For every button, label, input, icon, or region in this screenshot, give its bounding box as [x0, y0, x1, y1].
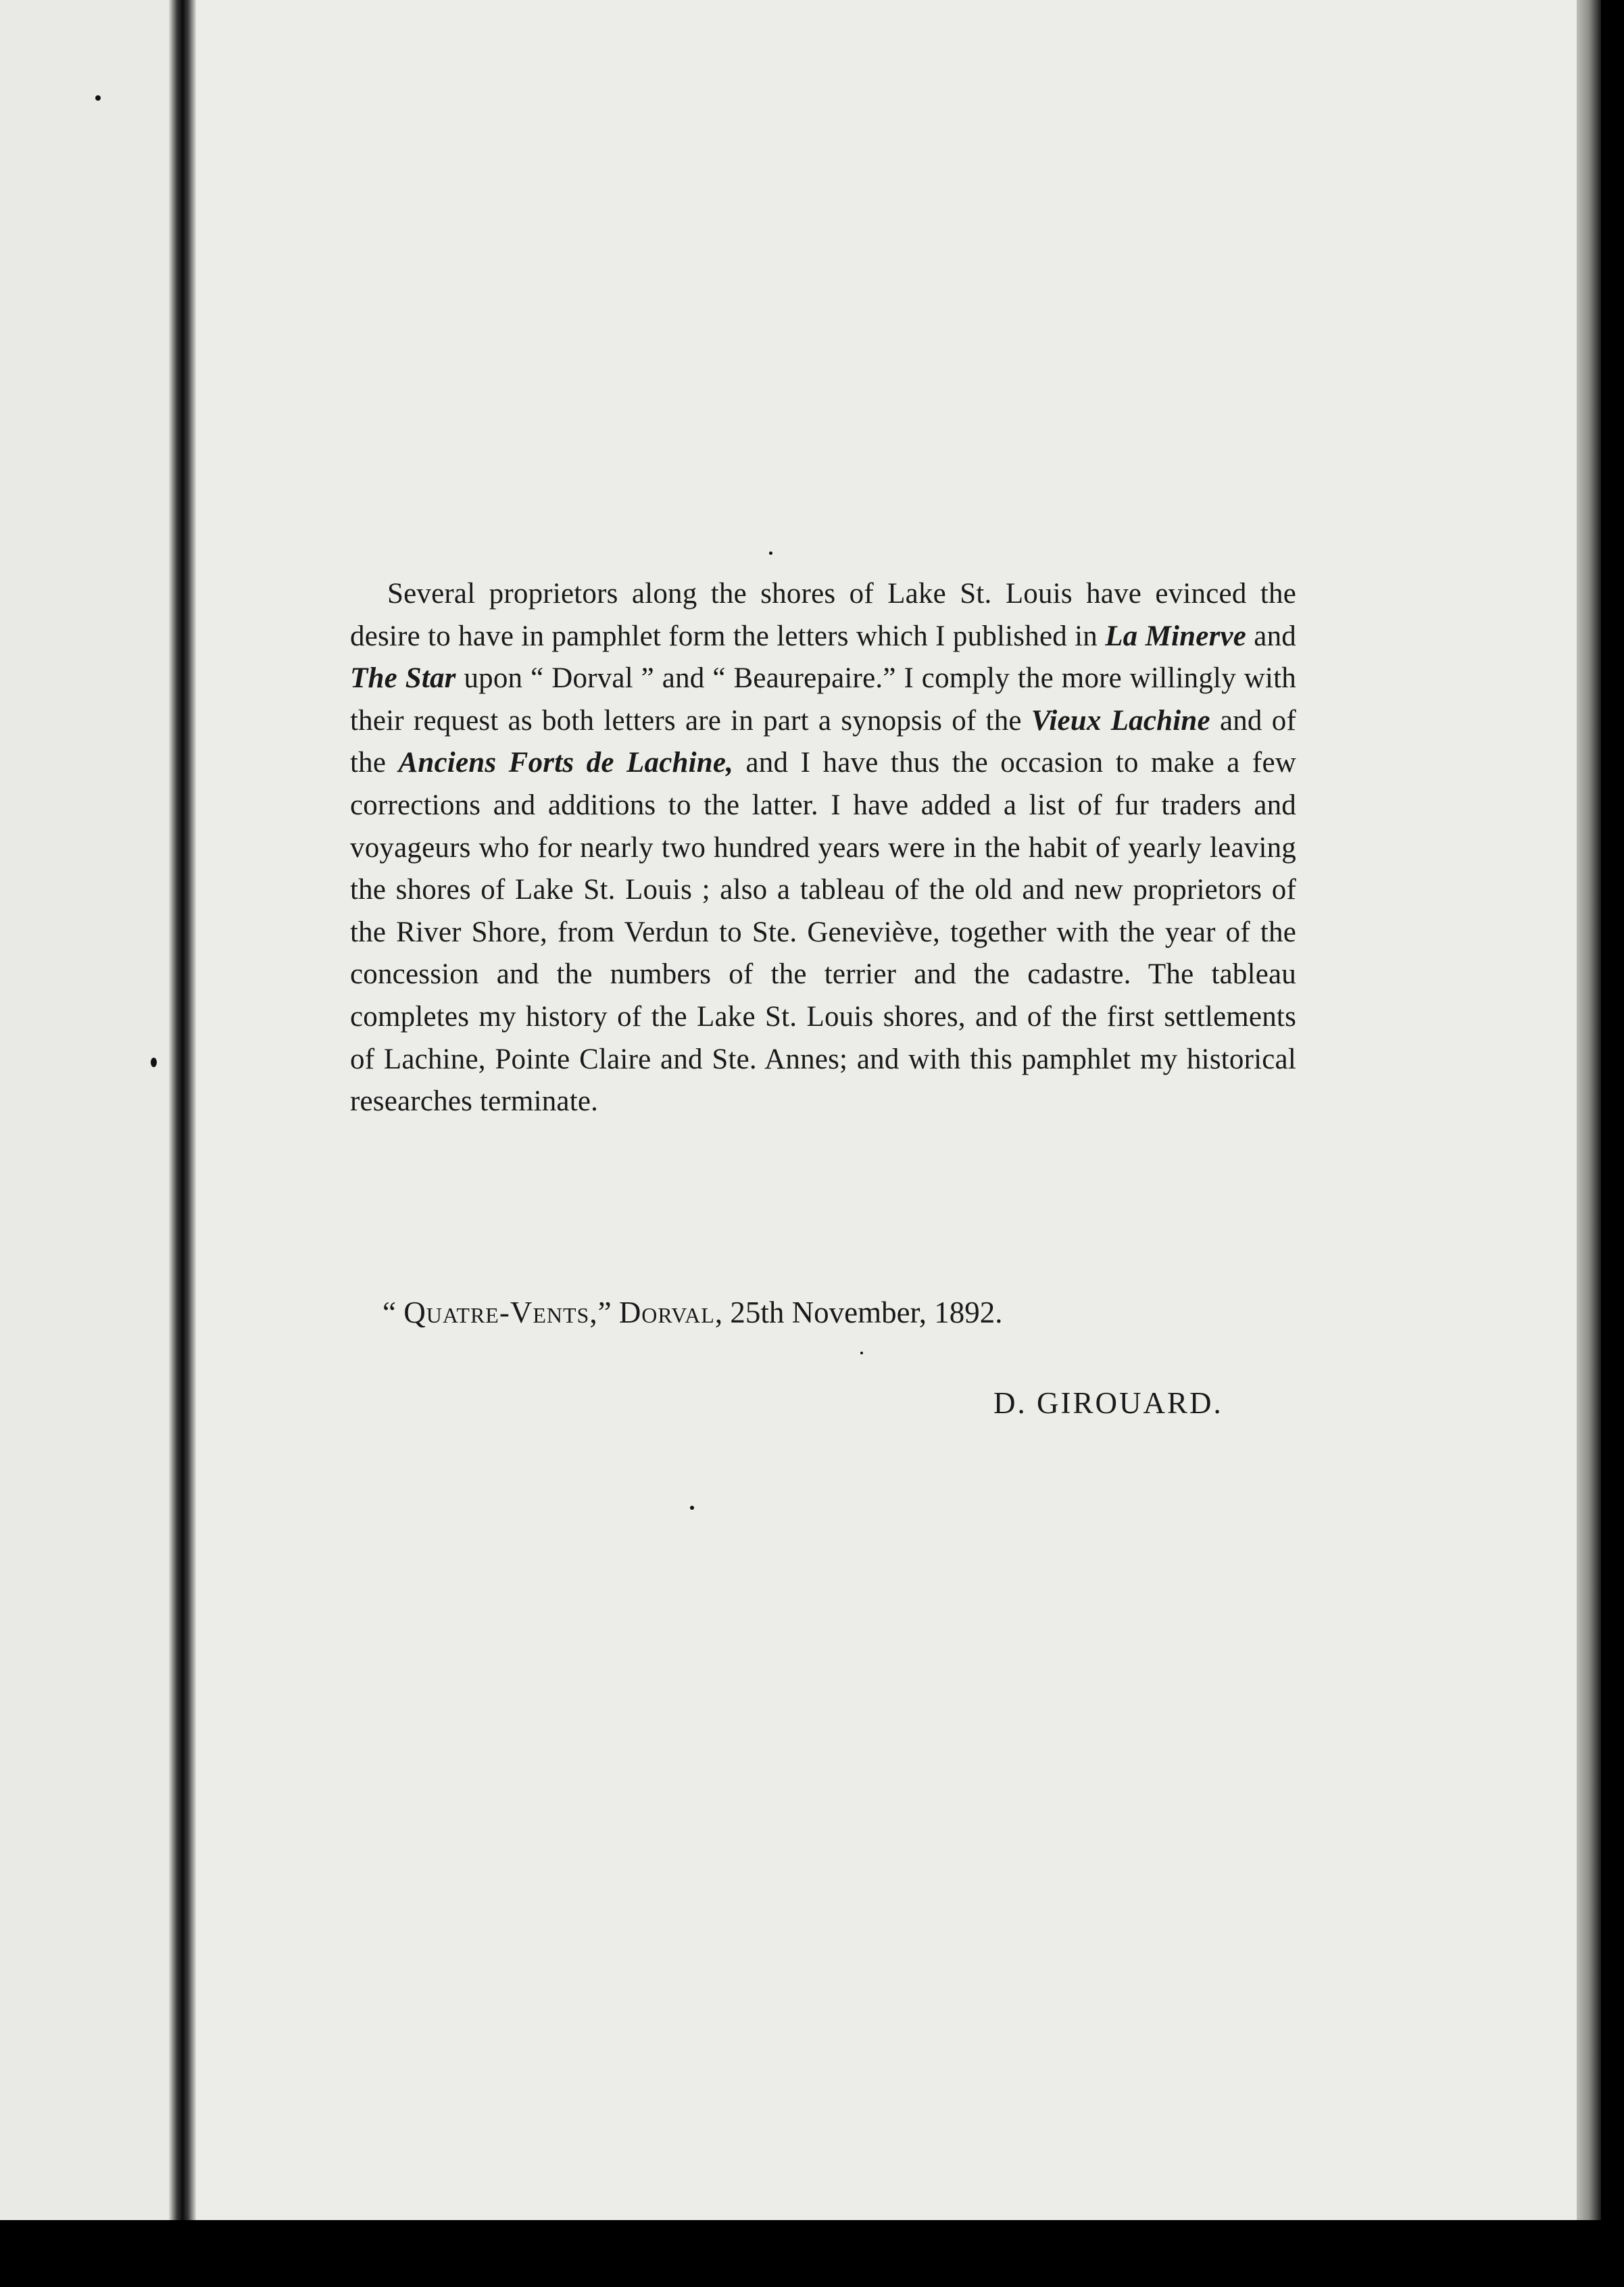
- book-title: Vieux Lachine: [1031, 704, 1210, 737]
- text-run: and I have thus the occasion to make a few corrections and additions to the latter. I have added a list of fur traders and voyageurs who for nearly two hundred years were in the habit of yearly leaving the shores of Lake St. Louis ; also a tableau of the old and new proprietors of the River Shore, from Verdun to Ste. Geneviève, together with the year of the concession and the numbers of the terrier and the cadastre. The tableau completes my history of the Lake St. Louis shores, and of the first settlements of Lachine, Pointe Claire and Ste. Annes; and with this pamphlet my historical researches terminate.: [350, 747, 1296, 1118]
- dateline-town: Dorval: [618, 1296, 715, 1329]
- text-run: to have in pamphlet form the letters which I published in: [420, 620, 1106, 652]
- dateline: [383, 1295, 1002, 1330]
- book-gutter: [169, 0, 196, 2220]
- ink-speck: [769, 551, 772, 555]
- newspaper-title: The Star: [350, 662, 456, 695]
- dateline-place: Quatre-Vents,: [403, 1296, 598, 1329]
- author-signature: D. GIROUARD.: [993, 1386, 1223, 1420]
- ink-speck: [690, 1506, 694, 1510]
- text-run: upon “ Dorval ” and “ Beaurepaire.” I comply the more willingly with their request as both letters are in part a synopsis of the: [350, 662, 1296, 737]
- right-page-edge: [1577, 0, 1601, 2220]
- dateline-quote-open: “: [383, 1296, 404, 1329]
- text-run: and: [1246, 620, 1296, 652]
- left-page-edge: [0, 0, 174, 2220]
- text-run: desire: [350, 620, 420, 652]
- ink-speck: [860, 1352, 863, 1354]
- text-run: Several proprietors along the shores of Lake St. Louis have evinced the: [387, 578, 1296, 610]
- ink-speck: [95, 95, 101, 101]
- newspaper-title: La Minerve: [1105, 620, 1247, 652]
- book-title: Anciens Forts de Lachine,: [398, 747, 734, 779]
- ink-speck: [151, 1058, 157, 1067]
- dateline-quote-close: ”: [597, 1296, 619, 1329]
- dateline-date: , 25th November, 1892.: [714, 1296, 1003, 1329]
- preface-text: [350, 573, 1296, 1123]
- text-run: and of the: [350, 704, 1296, 779]
- preface-paragraph: [350, 573, 1296, 1123]
